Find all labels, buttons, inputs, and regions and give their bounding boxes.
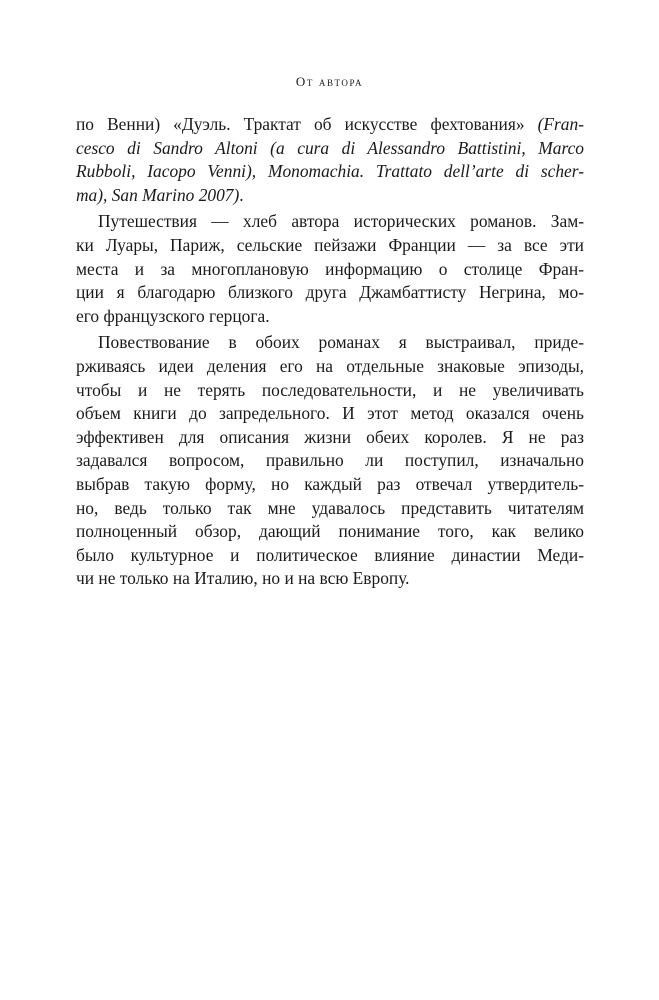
text-line bbox=[76, 331, 584, 355]
text-line bbox=[76, 137, 584, 161]
text-segment: по Венни) «Дуэль. Трактат об искусстве фехтования» bbox=[76, 114, 538, 134]
paragraph bbox=[76, 331, 584, 591]
text-line bbox=[76, 520, 584, 544]
text-line bbox=[76, 426, 584, 450]
text-segment: рживаясь идеи деления его на отдельные знаковые эпизоды, bbox=[76, 355, 584, 376]
text-line bbox=[76, 281, 584, 305]
text-segment: ции я благодарю близкого друга Джамбаттисту Негрина, мо- bbox=[76, 282, 584, 303]
running-head: От автора bbox=[295, 74, 364, 89]
text-segment: полноценный обзор, дающий понимание того, как велико bbox=[76, 521, 584, 542]
text-segment: чи не только на Италию, но и на всю Европу. bbox=[76, 568, 410, 589]
text-segment: задавался вопросом, правильно ли поступил, изначально bbox=[76, 450, 584, 471]
text-segment: эффективен для описания жизни обеих королев. Я не раз bbox=[76, 426, 584, 447]
italic-text: Rubboli, Iacopo Venni), Monomachia. Trattato dell’arte di scher- bbox=[76, 161, 584, 182]
text-segment: Путешествия — хлеб автора исторических романов. Зам- bbox=[98, 211, 584, 232]
text-line bbox=[76, 184, 584, 208]
italic-text: (Fran- bbox=[537, 114, 584, 134]
text-segment: . bbox=[239, 184, 244, 205]
body-text bbox=[76, 113, 584, 591]
text-segment: объем книги до запредельного. И этот метод оказался очень bbox=[76, 403, 584, 424]
text-line bbox=[76, 305, 584, 329]
italic-text: ma), San Marino 2007) bbox=[76, 184, 240, 205]
italic-text: cesco di Sandro Altoni (a cura di Alessandro Battistini, Marco bbox=[76, 137, 584, 158]
paragraph bbox=[76, 113, 584, 207]
text-line bbox=[76, 234, 584, 258]
text-line bbox=[76, 113, 584, 137]
text-line bbox=[76, 449, 584, 473]
text-segment: Повествование в обоих романах я выстраивал, приде- bbox=[98, 332, 584, 353]
text-line bbox=[76, 379, 584, 403]
text-segment: его французского герцога. bbox=[76, 305, 270, 326]
text-line bbox=[76, 473, 584, 497]
text-segment: но, ведь только так мне удавалось представить читателям bbox=[76, 497, 584, 518]
text-line bbox=[76, 355, 584, 379]
text-segment: ки Луары, Париж, сельские пейзажи Франции — за все эти bbox=[76, 234, 584, 255]
paragraph bbox=[76, 210, 584, 328]
text-segment: выбрав такую форму, но каждый раз отвечал утвердитель- bbox=[76, 473, 584, 494]
text-line bbox=[76, 567, 584, 591]
text-line bbox=[76, 210, 584, 234]
text-line bbox=[76, 402, 584, 426]
text-line bbox=[76, 160, 584, 184]
text-segment: места и за многоплановую информацию о столице Фран- bbox=[76, 258, 584, 279]
text-segment: было культурное и политическое влияние династии Меди- bbox=[76, 544, 584, 565]
text-line bbox=[76, 497, 584, 521]
text-line bbox=[76, 258, 584, 282]
text-line bbox=[76, 544, 584, 568]
text-segment: чтобы и не терять последовательности, и не увеличивать bbox=[76, 379, 584, 400]
